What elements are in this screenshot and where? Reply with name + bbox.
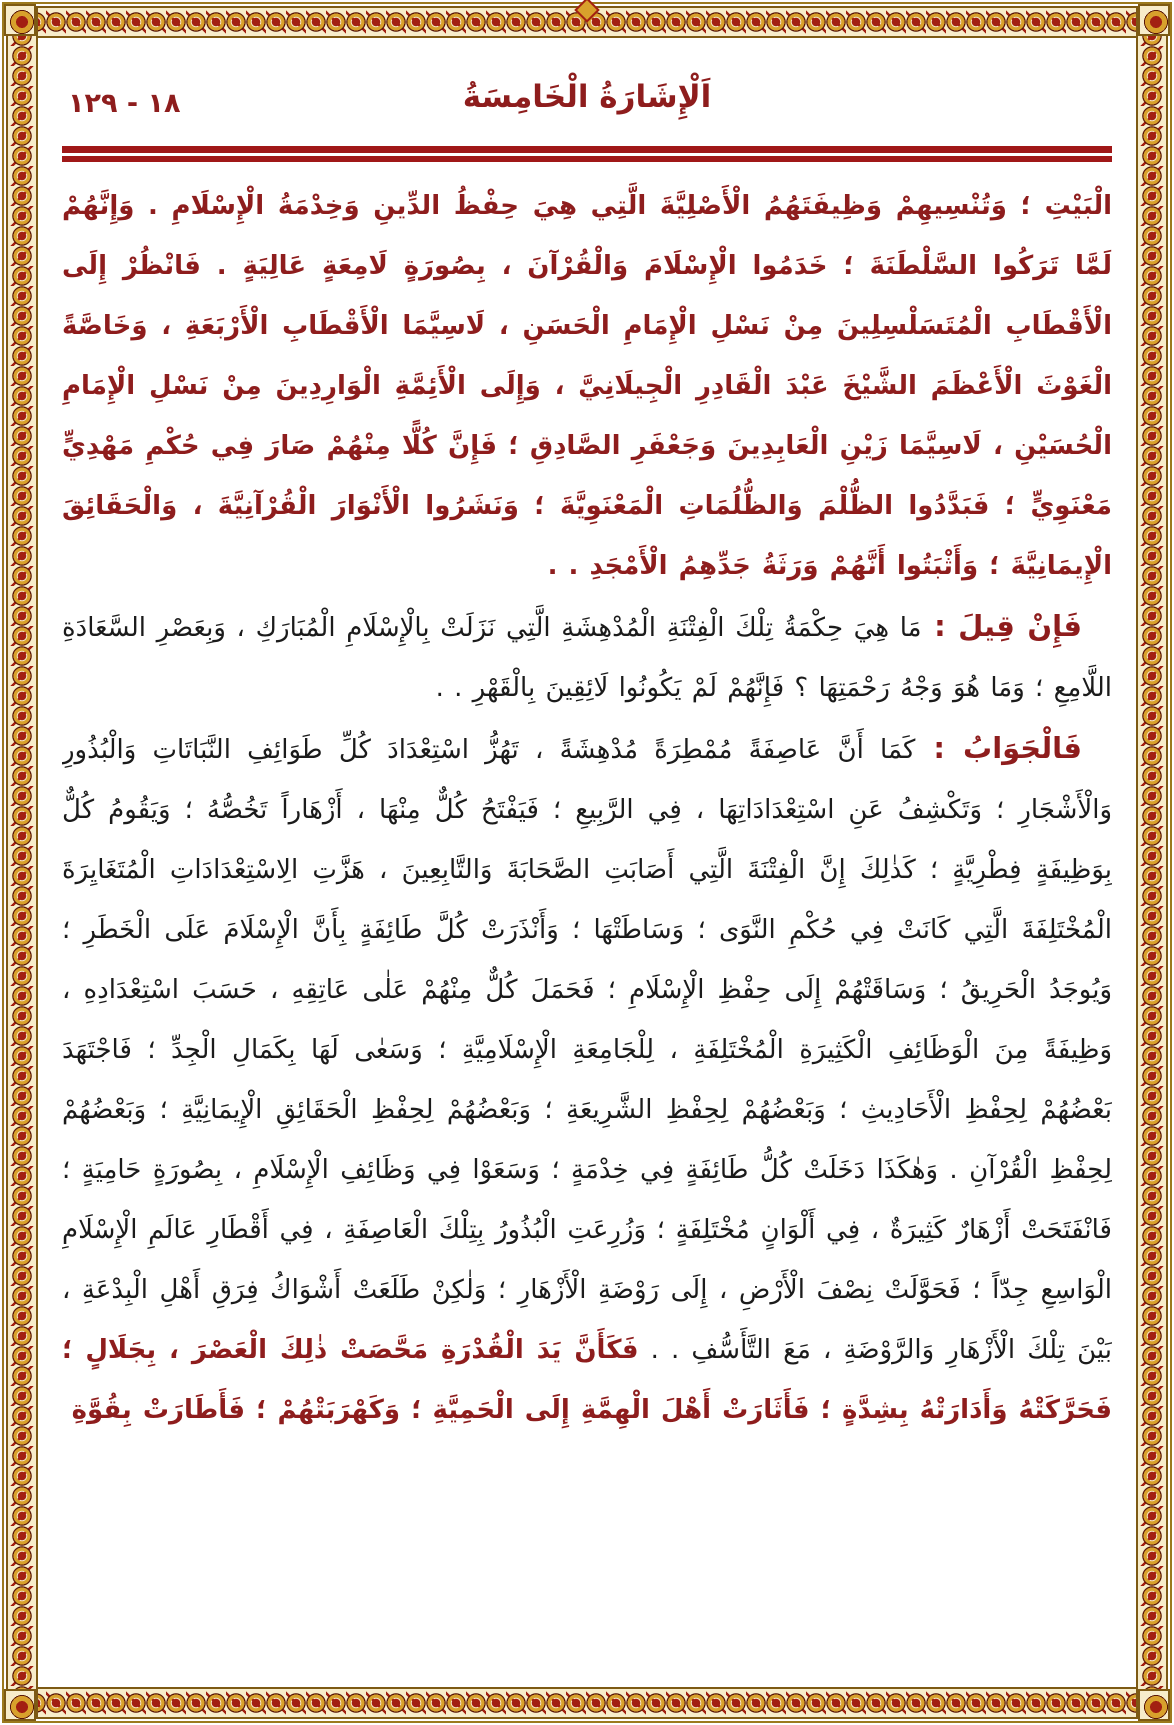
ornamental-border-left [6,6,38,1719]
page-content [62,58,1112,1677]
page-number-label: ١٨ - ١٢٩ [68,88,181,119]
rule-bar-bottom [62,156,1112,162]
border-corner-top-right [1138,4,1170,36]
text-segment-lead: فَالْجَوَابُ : [915,731,1082,765]
page-title: اَلْإِشَارَةُ الْخَامِسَةُ [462,79,712,115]
body-text [62,176,1112,1440]
text-segment-black: مَا هِيَ حِكْمَةُ تِلْكَ الْفِتْنَةِ الْمُدْهِشَةِ الَّتِي نَزَلَتْ بِالْإِسْلَامِ الْمُبَارَكِ ، وَبِعَصْرِ السَّعَادَةِ اللَّامِعِ ؛ وَمَا هُوَ وَجْهُ رَحْمَتِهَا ؟ فَإِنَّهُمْ لَمْ يَكُونُوا لَائِقِينَ بِالْقَهْرِ . . [62,613,1112,703]
text-segment-red: الْبَيْتِ ؛ وَتُنْسِيهِمْ وَظِيفَتَهُمُ الْأَصْلِيَّةَ الَّتِي هِيَ حِفْظُ الدِّينِ وَخِدْمَةُ الْإِسْلَامِ . وَإِنَّهُمْ لَمَّا تَرَكُوا السَّلْطَنَةَ ؛ خَدَمُوا الْإِسْلَامَ وَالْقُرْآنَ ، بِصُورَةٍ لَامِعَةٍ عَالِيَةٍ . فَانْظُرْ إِلَى الْأَقْطَابِ الْمُتَسَلْسِلِينَ مِنْ نَسْلِ الْإِمَامِ الْحَسَنِ ، لَاسِيَّمَا الْأَقْطَابِ الْأَرْبَعَةِ ، وَخَاصَّةً الْغَوْثَ الْأَعْظَمَ الشَّيْخَ عَبْدَ الْقَادِرِ الْجِيلَانِيَّ ، وَإِلَى الْأَئِمَّةِ الْوَارِدِينَ مِنْ نَسْلِ الْإِمَامِ الْحُسَيْنِ ، لَاسِيَّمَا زَيْنِ الْعَابِدِينَ وَجَعْفَرِ الصَّادِقِ ؛ فَإِنَّ كُلًّا مِنْهُمْ صَارَ فِي حُكْمِ مَهْدِيٍّ مَعْنَوِيٍّ ؛ فَبَدَّدُوا الظُّلْمَ وَالظُّلُمَاتِ الْمَعْنَوِيَّةَ ؛ وَنَشَرُوا الْأَنْوَارَ الْقُرْآنِيَّةَ ، وَالْحَقَائِقَ الْإِيمَانِيَّةَ ؛ وَأَثْبَتُوا أَنَّهُمْ وَرَثَةُ جَدِّهِمُ الْأَمْجَدِ . . [62,191,1112,581]
ornamental-border-right [1136,6,1168,1719]
border-corner-bottom-right [1138,1689,1170,1721]
border-corner-top-left [4,4,36,36]
text-segment-black: كَمَا أَنَّ عَاصِفَةً مُمْطِرَةً مُدْهِشَةً ، تَهُزُّ اسْتِعْدَادَ كُلِّ طَوَائِفِ النَّبَاتَاتِ وَالْبُذُورِ وَالْأَشْجَارِ ؛ وَتَكْشِفُ عَنِ اسْتِعْدَادَاتِهَا ، فِي الرَّبِيعِ ؛ فَيَفْتَحُ كُلٌّ مِنْهَا ، أَزْهَاراً تَخُصُّهُ ؛ وَيَقُومُ كُلٌّ بِوَظِيفَةٍ فِطْرِيَّةٍ ؛ كَذٰلِكَ إِنَّ الْفِتْنَةَ الَّتِي أَصَابَتِ الصَّحَابَةَ وَالتَّابِعِينَ ، هَزَّتِ الِاسْتِعْدَادَاتِ الْمُتَغَايِرَةَ الْمُخْتَلِفَةَ الَّتِي كَانَتْ فِي حُكْمِ النَّوَى ؛ وَسَاطَتْهَا ؛ وَأَنْذَرَتْ كُلَّ طَائِفَةٍ بِأَنَّ الْإِسْلَامَ عَلَى الْخَطَرِ ؛ وَيُوجَدُ الْحَرِيقُ ؛ وَسَاقَتْهُمْ إِلَى حِفْظِ الْإِسْلَامِ ؛ فَحَمَلَ كُلٌّ مِنْهُمْ عَلٰى عَاتِقِهِ ، حَسَبَ اسْتِعْدَادِهِ ، وَظِيفَةً مِنَ الْوَظَائِفِ الْكَثِيرَةِ الْمُخْتَلِفَةِ ، لِلْجَامِعَةِ الْإِسْلَامِيَّةِ ؛ وَسَعٰى لَهَا بِكَمَالِ الْجِدِّ ؛ فَاجْتَهَدَ بَعْضُهُمْ لِحِفْظِ الْأَحَادِيثِ ؛ وَبَعْضُهُمْ لِحِفْظِ الشَّرِيعَةِ ؛ وَبَعْضُهُمْ لِحِفْظِ الْحَقَائِقِ الْإِيمَانِيَّةِ ؛ وَبَعْضُهُمْ لِحِفْظِ الْقُرْآنِ . وَهٰكَذَا دَخَلَتْ كُلُّ طَائِفَةٍ فِي خِدْمَةٍ ؛ وَسَعَوْا فِي وَظَائِفِ الْإِسْلَامِ ، بِصُورَةٍ حَامِيَةٍ ؛ فَانْفَتَحَتْ أَزْهَارٌ كَثِيرَةٌ ، فِي أَلْوَانٍ مُخْتَلِفَةٍ ؛ وَزُرِعَتِ الْبُذُورُ بِتِلْكَ الْعَاصِفَةِ ، فِي أَقْطَارِ عَالَمِ الْإِسْلَامِ الْوَاسِعِ جِدّاً ؛ فَحَوَّلَتْ نِصْفَ الْأَرْضِ ، إِلَى رَوْضَةِ الْأَزْهَارِ ؛ وَلٰكِنْ طَلَعَتْ أَشْوَاكُ فِرَقِ أَهْلِ الْبِدْعَةِ ، بَيْنَ تِلْكَ الْأَزْهَارِ وَالرَّوْضَةِ ، مَعَ التَّأَسُّفِ . . [62,735,1112,1365]
border-corner-bottom-left [4,1689,36,1721]
opening-red-paragraph [62,176,1112,596]
header-double-rule [62,146,1112,162]
text-segment-red: فَكَأَنَّ يَدَ الْقُدْرَةِ مَحَّصَتْ ذٰلِكَ الْعَصْرَ ، بِجَلَالٍ ؛ فَحَرَّكَتْهُ وَأَدَارَتْهُ بِشِدَّةٍ ؛ فَأَثَارَتْ أَهْلَ الْهِمَّةِ إِلَى الْحَمِيَّةِ ؛ وَكَهْرَبَتْهُمْ ؛ فَأَطَارَتْ بِقُوَّةِ [62,1335,1112,1425]
text-segment-lead: فَإِنْ قِيلَ : [921,609,1082,643]
question-paragraph [62,596,1112,718]
page-header [62,58,1112,146]
answer-paragraph [62,718,1112,1440]
ornamental-border-bottom [6,1687,1168,1719]
rule-bar-top [62,146,1112,153]
